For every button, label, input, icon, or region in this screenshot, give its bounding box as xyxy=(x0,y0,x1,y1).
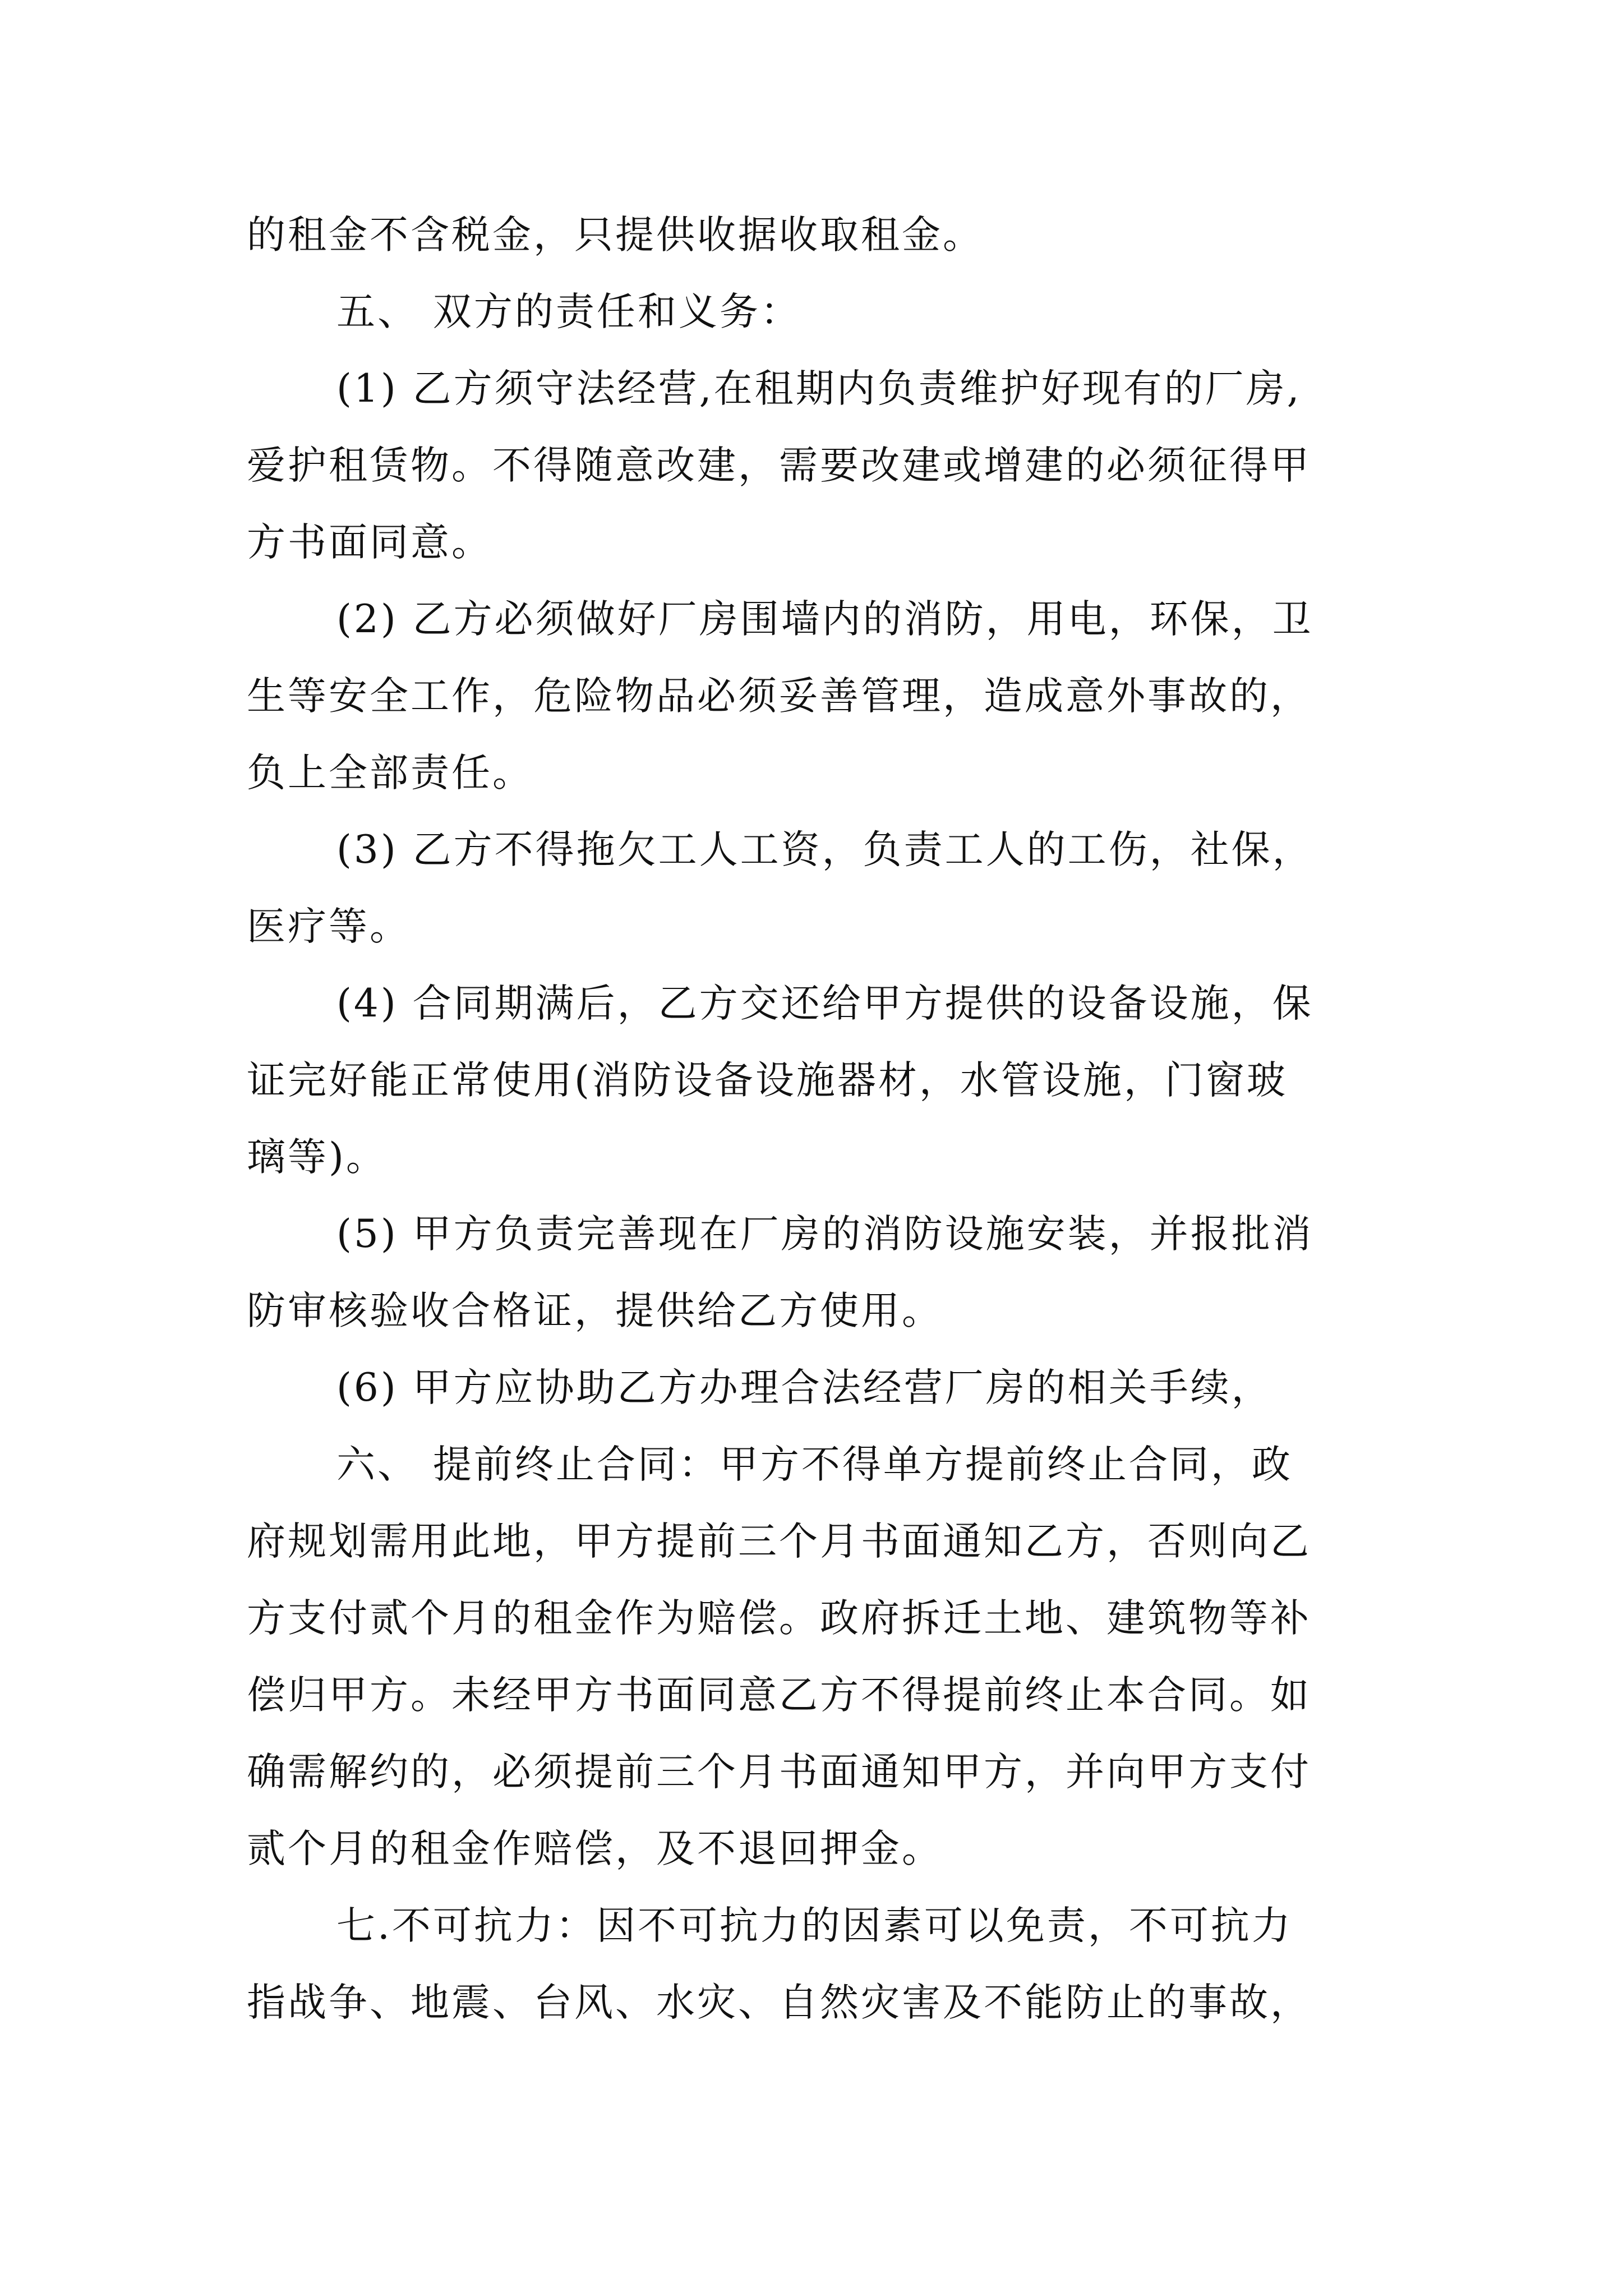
section-heading: 七.不可抗力：因不可抗力的因素可以免责，不可抗力 xyxy=(336,1903,1293,1948)
text-line: (2) 乙方必须做好厂房围墙内的消防，用电，环保，卫 xyxy=(336,597,1313,642)
text-line: 证完好能正常使用(消防设备设施器材，水管设施，门窗玻 xyxy=(247,1058,1288,1103)
text-line: 生等安全工作，危险物品必须妥善管理，造成意外事故的， xyxy=(247,674,1311,719)
text-line: (4) 合同期满后，乙方交还给甲方提供的设备设施，保 xyxy=(336,981,1313,1026)
text-line: 府规划需用此地，甲方提前三个月书面通知乙方，否则向乙 xyxy=(247,1519,1311,1564)
text-line: 方支付贰个月的租金作为赔偿。政府拆迁土地、建筑物等补 xyxy=(247,1596,1311,1641)
text-line: 负上全部责任。 xyxy=(247,751,533,795)
text-line: 璃等)。 xyxy=(247,1135,387,1180)
text-line: 确需解约的，必须提前三个月书面通知甲方，并向甲方支付 xyxy=(247,1750,1311,1795)
text-line: (1) 乙方须守法经营,在租期内负责维护好现有的厂房, xyxy=(336,366,1302,411)
text-line: 的租金不含税金，只提供收据收取租金。 xyxy=(247,213,984,257)
text-line: 医疗等。 xyxy=(247,904,411,949)
text-line: 爱护租赁物。不得随意改建，需要改建或增建的必须征得甲 xyxy=(247,443,1311,488)
text-line: (3) 乙方不得拖欠工人工资，负责工人的工伤，社保， xyxy=(336,827,1313,872)
text-line: 防审核验收合格证，提供给乙方使用。 xyxy=(247,1289,943,1333)
text-line: (6) 甲方应协助乙方办理合法经营厂房的相关手续， xyxy=(336,1365,1272,1410)
section-heading: 五、 双方的责任和义务： xyxy=(336,289,801,334)
text-line: 偿归甲方。未经甲方书面同意乙方不得提前终止本合同。如 xyxy=(247,1673,1311,1718)
text-line: 方书面同意。 xyxy=(247,520,492,565)
text-line: 指战争、地震、台风、水灾、自然灾害及不能防止的事故， xyxy=(247,1980,1311,2025)
section-heading: 六、 提前终止合同：甲方不得单方提前终止合同，政 xyxy=(336,1442,1293,1487)
text-line: (5) 甲方负责完善现在厂房的消防设施安装，并报批消 xyxy=(336,1212,1313,1257)
text-line: 贰个月的租金作赔偿，及不退回押金。 xyxy=(247,1826,943,1871)
